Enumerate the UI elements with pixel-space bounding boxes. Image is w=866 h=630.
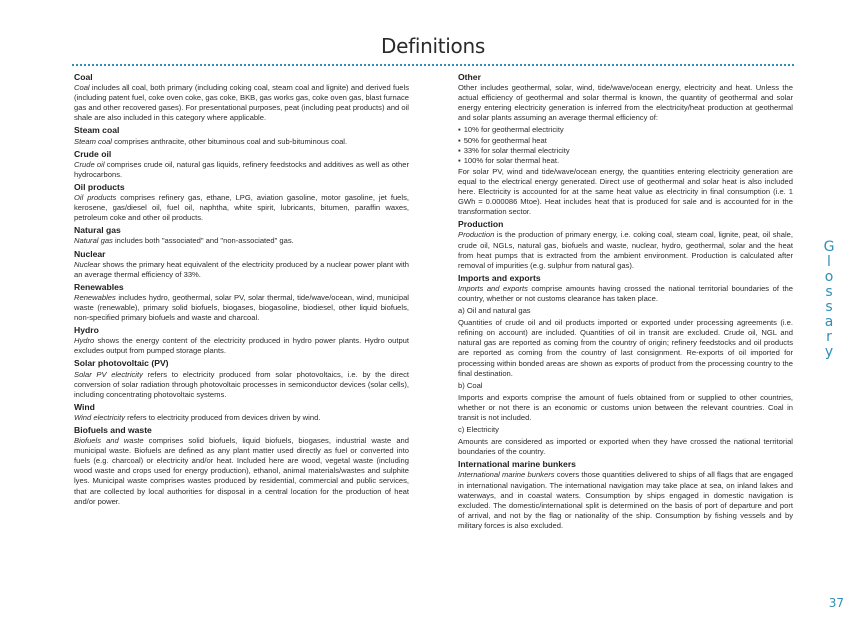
term: Production bbox=[458, 230, 495, 240]
section-body: Coal includes all coal, both primary (including coking coal, steam coal and lignite) and derived fuels (including patent fuel, coke oven coke, gas coke, BKB, gas works gas, coke oven gas, blast furnace gas and other recovered gases). For presentational purposes, peat (including peat products) and oil shale are also included in this category where applicable. bbox=[74, 83, 409, 123]
section-heading: Production bbox=[458, 219, 504, 230]
section-body: Crude oil comprises crude oil, natural gas liquids, refinery feedstocks and additives as well as other hydrocarbons. bbox=[74, 159, 410, 179]
page-number: 37 bbox=[828, 596, 844, 610]
section-heading: Biofuels and waste bbox=[74, 425, 152, 435]
section-body: Hydro shows the energy content of the electricity produced in hydro power plants. Hydro output excludes output from pumped storage plants. bbox=[74, 336, 409, 356]
page-title: Definitions bbox=[381, 34, 485, 58]
section-heading: Steam coal bbox=[74, 125, 120, 136]
section-body: Other includes geothermal, solar, wind, tide/wave/ocean energy, electricity and heat. Unless the actual efficiency of geothermal and solar thermal is known, the quantity of geothermal and solar energy entering electricity generation is inferred from the electricity/heat production at geothermal and solar plants assuming an average thermal efficiency of: bbox=[458, 83, 793, 123]
subsection-label: c) Electricity bbox=[458, 425, 499, 435]
section-heading: Wind bbox=[74, 401, 95, 412]
right-column bbox=[458, 70, 793, 533]
term: Steam coal bbox=[74, 136, 112, 146]
section-body: Biofuels and waste comprises solid biofuels, liquid biofuels, biogases, industrial waste and municipal waste. Biofuels are defined as any plant matter used directly as fuel or converted into fuels (e.g. charcoal) or electricity and/or heat. Included here are wood, vegetal waste (including wood waste and crops used for energy production), ethanol, animal materials/wastes and sulphite lyes. Municipal waste comprises wastes produced by residential, commercial and public services, that are collected by local authorities for disposal in a central location for the production of heat and/or power. bbox=[74, 436, 409, 506]
section-heading: Imports and exports bbox=[458, 272, 541, 283]
term: International marine bunkers bbox=[458, 470, 555, 480]
section-body: Solar PV electricity refers to electricity produced from solar photovoltaics, i.e. by the direct conversion of solar radiation through photovoltaic processes in semiconductor devices (solar cells), including concentrating photovoltaic systems. bbox=[74, 369, 409, 399]
list-item: ▪ 33% for solar thermal electricity bbox=[458, 146, 793, 156]
term: Coal bbox=[74, 83, 90, 93]
section-body: Wind electricity refers to electricity produced from devices driven by wind. bbox=[74, 412, 321, 422]
section-body: Natural gas includes both "associated" and "non-associated" gas. bbox=[74, 236, 294, 246]
subsection-label: b) Coal bbox=[458, 380, 483, 390]
section-body: Renewables includes hydro, geothermal, solar PV, solar thermal, tide/wave/ocean, wind, municipal waste (renewable), primary solid biofuels, biogases, biogasoline, biodiesel, other liquid biofuels, non-specified primary biofuels and waste and charcoal. bbox=[74, 292, 409, 323]
glossary-letter: l bbox=[827, 254, 831, 270]
glossary-letter: o bbox=[824, 269, 834, 285]
section-heading: Nuclear bbox=[74, 248, 106, 259]
term: Imports and exports bbox=[458, 283, 528, 293]
section-heading: Coal bbox=[74, 72, 93, 82]
section-body: Production is the production of primary energy, i.e. coking coal, steam coal, lignite, peat, oil shale, crude oil, NGLs, natural gas, biofuels and waste, nuclear, hydro, geothermal, solar and the heat from heat pumps that is extracted from the ambient environment. Production is calculated after removal of impurities (e.g. sulphur from natural gas). bbox=[458, 230, 793, 270]
term: Crude oil bbox=[74, 159, 105, 169]
glossary-letter: G bbox=[823, 239, 835, 255]
section-heading: Other bbox=[458, 72, 481, 82]
list-item: ▪ 10% for geothermal electricity bbox=[458, 125, 793, 135]
term: Renewables bbox=[74, 292, 116, 302]
section-body: Nuclear shows the primary heat equivalent of the electricity produced by a nuclear power plant with an average thermal efficiency of 33%. bbox=[74, 259, 409, 279]
list-item: ▪ 50% for geothermal heat bbox=[458, 136, 793, 146]
section-heading: Oil products bbox=[74, 181, 125, 192]
section-heading: Crude oil bbox=[74, 148, 112, 159]
subsection-label: a) Oil and natural gas bbox=[458, 306, 531, 316]
term: Hydro bbox=[74, 336, 95, 346]
section-heading: Renewables bbox=[74, 281, 124, 292]
efficiency-list bbox=[458, 125, 793, 165]
glossary-letter: r bbox=[826, 329, 832, 345]
section-body: International marine bunkers covers those quantities delivered to ships of all flags that are engaged in international navigation. The international navigation may take place at sea, on inland lakes and waterways, and in coastal waters. Consumption by ships engaged in domestic navigation is excluded. The domestic/international split is determined on the basis of port of departure and port of arrival, and not by the flag or nationality of the ship. Consumption by fishing vessels and by military forces is also excluded. bbox=[458, 470, 793, 530]
glossary-side-label bbox=[822, 240, 836, 360]
glossary-letter: y bbox=[824, 344, 834, 360]
dotted-divider bbox=[72, 64, 794, 66]
section-body: Imports and exports comprise the amount of fuels obtained from or supplied to other countries, whether or not there is an economic or customs union between the relevant countries. Coal in transit is not included. bbox=[458, 392, 793, 422]
section-heading: International marine bunkers bbox=[458, 459, 576, 470]
term: Biofuels and waste bbox=[74, 436, 144, 446]
section-heading: Hydro bbox=[74, 325, 99, 336]
term: Wind electricity bbox=[74, 412, 125, 422]
section-body: Amounts are considered as imported or exported when they have crossed the national territorial boundaries of the country. bbox=[458, 437, 793, 457]
term: Oil products bbox=[74, 193, 117, 203]
section-body: Imports and exports comprise amounts having crossed the national territorial boundaries of the country, whether or not customs clearance has taken place. bbox=[458, 283, 794, 303]
glossary-letter: s bbox=[825, 299, 833, 315]
section-body: Quantities of crude oil and oil products imported or exported under processing agreements (i.e. refining on account) are included. Quantities of oil in transit are excluded. Crude oil, NGL and natural gas are reported as coming from the country of origin; refinery feedstocks and oil products are reported as coming from the country of last consignment. Re-exports of oil imported for processing within bonded areas are shown as exports of product from the processing country to the final destination. bbox=[458, 318, 793, 378]
section-body: For solar PV, wind and tide/wave/ocean energy, the quantities entering electricity generation are equal to the electrical energy generated. Direct use of geothermal and solar heat is also included here. Electricity is accounted for at the same heat value as electricity in final consumption (i.e. 1 GWh = 0.000086 Mtoe). Heat includes heat that is produced for sale and is accounted for in the transformation sector. bbox=[458, 166, 793, 217]
term: Natural gas bbox=[74, 236, 113, 246]
left-column bbox=[74, 70, 409, 509]
section-body: Oil products comprises refinery gas, ethane, LPG, aviation gasoline, motor gasoline, jet fuels, kerosene, gas/diesel oil, fuel oil, naphtha, white spirit, lubricants, bitumen, paraffin waxes, petroleum coke and other oil products. bbox=[74, 193, 409, 223]
glossary-letter: s bbox=[825, 284, 833, 300]
section-body: Steam coal comprises anthracite, other bituminous coal and sub-bituminous coal. bbox=[74, 136, 348, 146]
glossary-letter: a bbox=[824, 314, 834, 330]
term: Nuclear bbox=[74, 259, 101, 269]
section-heading: Solar photovoltaic (PV) bbox=[74, 358, 169, 369]
list-item: ▪ 100% for solar thermal heat. bbox=[458, 156, 793, 166]
section-heading: Natural gas bbox=[74, 225, 121, 236]
term: Solar PV electricity bbox=[74, 369, 143, 379]
